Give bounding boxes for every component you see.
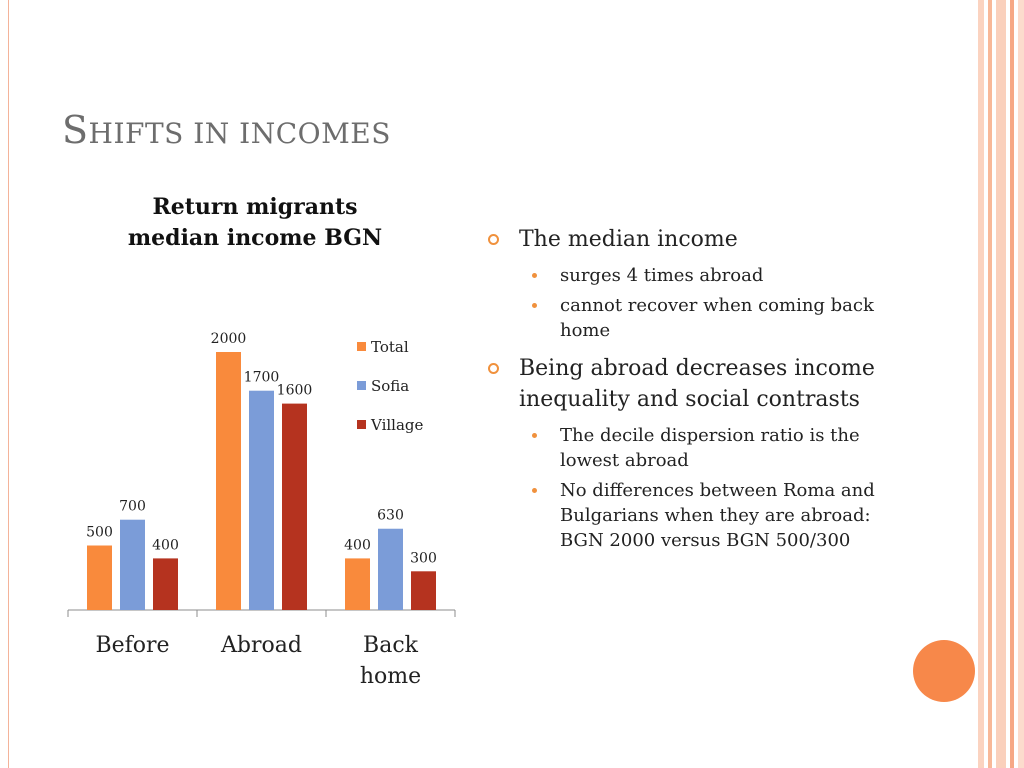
bar-total: [216, 352, 241, 610]
legend-label: Total: [371, 338, 409, 356]
bar-village: [282, 404, 307, 610]
data-label: 2000: [210, 331, 247, 347]
sub-bullet-text: The decile dispersion ratio is the lowest abroad: [560, 425, 860, 471]
bullet-ring-icon: [488, 363, 499, 374]
bar-sofia: [249, 391, 274, 610]
bullet-text: The median income: [519, 227, 738, 252]
data-label: 400: [344, 537, 371, 554]
sub-bullet-item: [488, 263, 888, 288]
bullet-dot-icon: [532, 433, 537, 438]
title-initial: S: [62, 108, 89, 152]
bullet-item: [488, 353, 888, 415]
sub-bullet-item: [488, 293, 888, 343]
bullet-dot-icon: [532, 273, 537, 278]
data-label: 700: [119, 498, 146, 515]
category-label: Abroad: [221, 633, 302, 658]
legend-swatch: [357, 342, 366, 351]
chart-title-line1: Return migrants: [152, 194, 358, 220]
category-label: home: [359, 664, 422, 689]
sub-bullet-text: No differences between Roma and Bulgarians when they are abroad: BGN 2000 versus BGN 500/300: [560, 480, 875, 551]
bullet-ring-icon: [488, 234, 499, 245]
data-label: 300: [410, 550, 437, 567]
bullet-item: [488, 224, 888, 255]
title-rest: HIFTS IN INCOMES: [88, 117, 391, 150]
bar-sofia: [378, 529, 403, 610]
decorative-stripes: [978, 0, 1024, 768]
bullet-dot-icon: [532, 303, 537, 308]
category-label: Back: [363, 633, 418, 658]
decorative-circle: [913, 640, 975, 702]
sub-bullet-text: surges 4 times abroad: [560, 265, 764, 286]
data-label: 1600: [276, 382, 313, 399]
legend-label: Sofia: [371, 377, 410, 395]
category-label: Before: [95, 633, 170, 658]
sub-bullet-item: [488, 478, 888, 553]
bar-sofia: [120, 520, 145, 610]
data-label: 630: [377, 507, 404, 524]
data-label: 400: [152, 537, 179, 554]
bar-total: [345, 558, 370, 610]
bar-total: [87, 546, 112, 611]
legend-label: Village: [371, 416, 424, 434]
bar-village: [411, 571, 436, 610]
sub-bullet-item: [488, 423, 888, 473]
data-label: 500: [86, 524, 113, 541]
sub-bullet-text: cannot recover when coming back home: [560, 295, 874, 341]
bar-chart: [0, 0, 480, 700]
bullet-dot-icon: [532, 488, 537, 493]
chart-title-line2: median income BGN: [127, 225, 383, 251]
legend-swatch: [357, 420, 366, 429]
bullet-text: Being abroad decreases income inequality and social contrasts: [519, 356, 875, 412]
data-label: 1700: [243, 369, 280, 386]
legend-swatch: [357, 381, 366, 390]
bullet-list: [488, 224, 888, 558]
bar-village: [153, 558, 178, 610]
